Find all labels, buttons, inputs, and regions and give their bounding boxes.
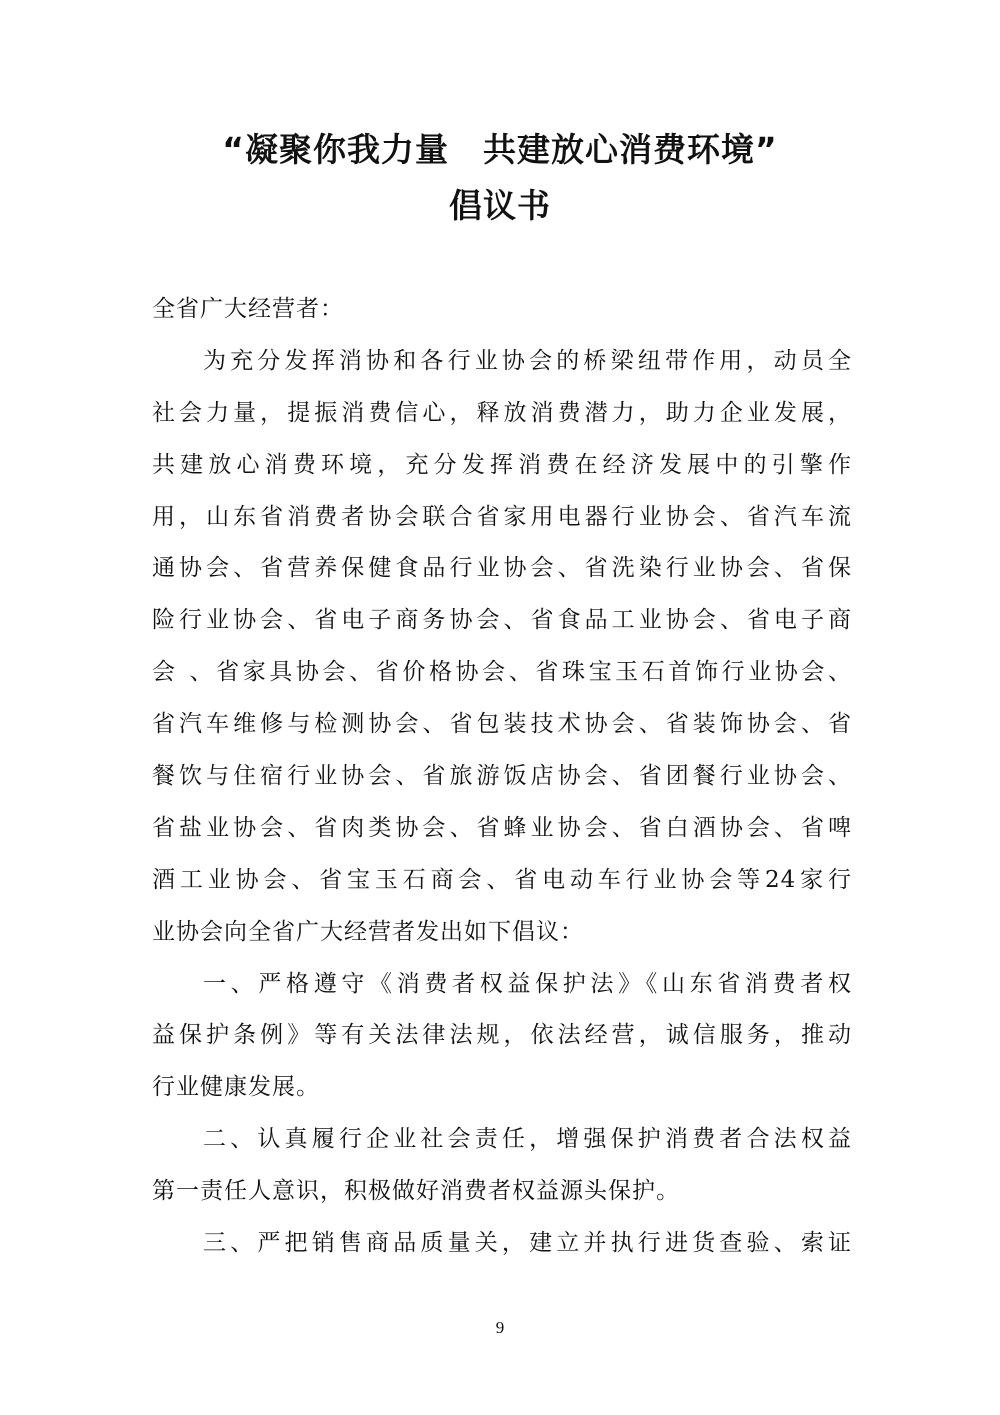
- body-line: 行业健康发展。: [152, 1074, 320, 1101]
- body-line: 省汽车维修与检测协会、省包装技术协会、省装饰协会、省: [152, 711, 852, 738]
- body-line: 通协会、省营养保健食品行业协会、省洗染行业协会、省保: [152, 555, 852, 582]
- body-line: 省盐业协会、省肉类协会、省蜂业协会、省白酒协会、省啤: [152, 814, 852, 841]
- body-line: 业协会向全省广大经营者发出如下倡议：: [152, 918, 584, 945]
- body-line: 益保护条例》等有关法律法规，依法经营，诚信服务，推动: [152, 1022, 852, 1049]
- title-line-1: “凝聚你我力量 共建放心消费环境”: [222, 130, 778, 169]
- body-line: 用，山东省消费者协会联合省家用电器行业协会、省汽车流: [152, 503, 852, 530]
- title-line-2: 倡议书: [449, 186, 551, 225]
- body-line: 二、认真履行企业社会责任，增强保护消费者合法权益: [203, 1126, 852, 1153]
- body-line: 险行业协会、省电子商务协会、省食品工业协会、省电子商: [152, 607, 852, 634]
- body-line: 会 、省家具协会、省价格协会、省珠宝玉石首饰行业协会、: [152, 659, 852, 686]
- document-title: [0, 122, 1000, 234]
- document-body: [152, 284, 852, 1270]
- body-line: 为充分发挥消协和各行业协会的桥梁纽带作用，动员全: [203, 347, 852, 374]
- body-line: 三、严把销售商品质量关，建立并执行进货查验、索证: [203, 1230, 852, 1257]
- body-line: 第一责任人意识，积极做好消费者权益源头保护。: [152, 1178, 680, 1205]
- body-line: 一、严格遵守《消费者权益保护法》《山东省消费者权: [203, 970, 852, 997]
- body-line: 酒工业协会、省宝玉石商会、省电动车行业协会等24家行: [152, 866, 852, 893]
- body-line: 社会力量，提振消费信心，释放消费潜力，助力企业发展，: [152, 399, 852, 426]
- body-line: 共建放心消费环境，充分发挥消费在经济发展中的引擎作: [152, 451, 852, 478]
- page-number: 9: [495, 1318, 505, 1337]
- body-line: 餐饮与住宿行业协会、省旅游饭店协会、省团餐行业协会、: [152, 763, 852, 790]
- salutation: 全省广大经营者：: [152, 296, 344, 322]
